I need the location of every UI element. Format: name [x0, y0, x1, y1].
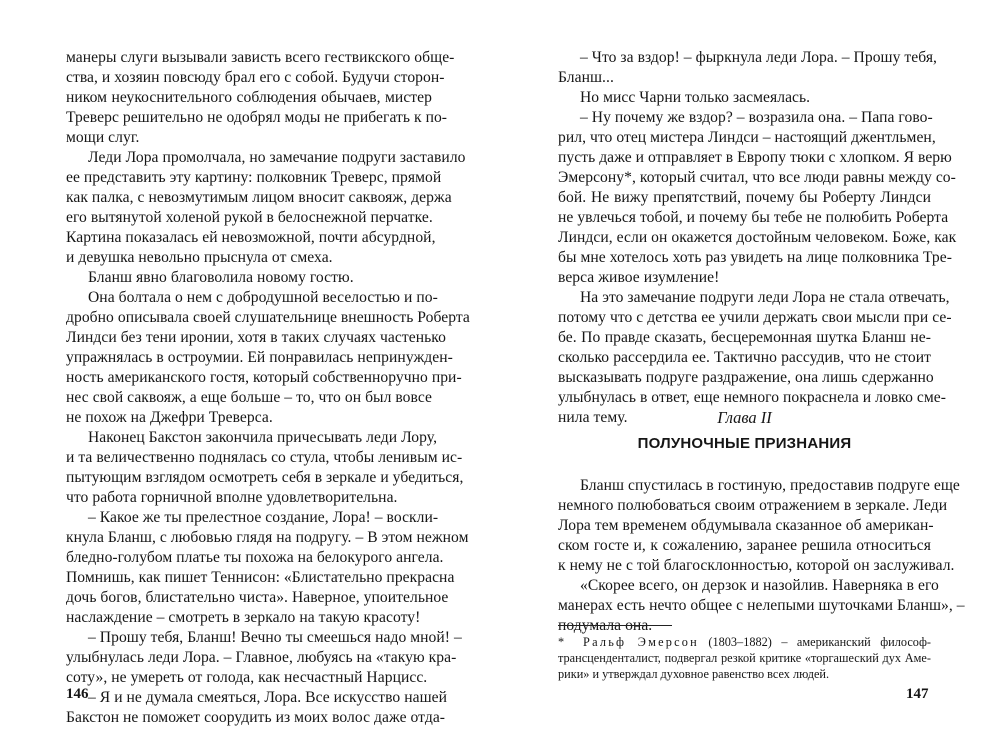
- text-line: рил, что отец мистера Линдси – настоящий джентльмен,: [558, 129, 936, 146]
- text-line: ства, и хозяин повсюду брал его с собой. Будучи сторон-: [66, 69, 445, 86]
- text-line: наслаждение – смотреть в зеркало на такую красоту!: [66, 609, 421, 626]
- text-line: бе. По правде сказать, бесцеремонная шутка Бланш не-: [558, 329, 931, 346]
- footnote-line: рики» и утверждал духовное равенство всех людей.: [558, 667, 830, 681]
- text-line: упражнялась в остроумии. Ей понравилась непринужден-: [66, 349, 453, 366]
- text-line: и девушка невольно прыснула от смеха.: [66, 249, 333, 266]
- text-line: На это замечание подруги леди Лора не стала отвечать,: [580, 289, 950, 306]
- text-line: не похож на Джефри Треверса.: [66, 409, 273, 426]
- page-number-left: 146: [66, 686, 89, 702]
- text-line: не увлечься тобой, и почему бы тебе не полюбить Роберта: [558, 209, 949, 226]
- text-line: бой. Не вижу препятствий, почему бы Роберту Линдси: [558, 189, 931, 206]
- chapter-title: ПОЛУНОЧНЫЕ ПРИЗНАНИЯ: [637, 435, 852, 452]
- text-line: – Какое же ты прелестное создание, Лора! – воскли-: [88, 509, 439, 526]
- text-line: улыбнулась леди Лора. – Главное, любуясь на «такую кра-: [66, 649, 457, 666]
- text-line: Наконец Бакстон закончила причесывать леди Лору,: [88, 429, 438, 446]
- text-line: ском госте и, к сожалению, заранее решила относиться: [558, 537, 931, 554]
- text-line: сколько рассердила ее. Тактично рассудив, что не стоит: [558, 349, 931, 366]
- text-line: Бакстон не поможет соорудить из моих волос даже отда-: [66, 709, 446, 726]
- text-line: бледно-голубом платье ты похожа на белокурого ангела.: [66, 549, 444, 566]
- text-line: – Прошу тебя, Бланш! Вечно ты смеешься надо мной! –: [88, 629, 462, 646]
- text-line: Бланш явно благоволила новому гостю.: [88, 269, 354, 286]
- text-line: соту», не умереть от голода, как несчастный Нарцисс.: [66, 669, 428, 686]
- text-line: немного полюбоваться своим отражением в зеркале. Леди: [558, 497, 948, 514]
- footnote-text: (1803–1882) – американский философ-: [708, 635, 932, 649]
- text-line: ником неукоснительного соблюдения обычаев, мистер: [66, 89, 432, 106]
- text-line: – Я и не думала смеяться, Лора. Все искусство нашей: [88, 689, 447, 706]
- text-line: «Скорее всего, он дерзок и назойлив. Наверняка в его: [580, 577, 939, 594]
- text-line: Помнишь, как пишет Теннисон: «Блистательно прекрасна: [66, 569, 455, 586]
- page-number-right: 147: [906, 686, 929, 702]
- text-line: Линдси без тени иронии, хотя в таких случаях частенько: [66, 329, 446, 346]
- text-line: бы мне хотелось хоть раз увидеть на лице полковника Тре-: [558, 249, 952, 266]
- text-line: ность американского гостя, который собственноручно при-: [66, 369, 462, 386]
- text-line: нес свой саквояж, а еще больше – то, что он был вовсе: [66, 389, 432, 406]
- text-line: высказывать подруге раздражение, она лишь сдержанно: [558, 369, 934, 386]
- text-line: кнула Бланш, с любовью глядя на подругу. – В этом нежном: [66, 529, 469, 546]
- text-line: Лора тем временем обдумывала сказанное об американ-: [558, 517, 934, 534]
- text-line: ее представить эту картину: полковник Треверс, прямой: [66, 169, 442, 186]
- footnote-line: [558, 634, 931, 650]
- text-line: и та величественно поднялась со стула, чтобы ленивым ис-: [66, 449, 463, 466]
- text-line: – Ну почему же вздор? – возразила она. – Папа гово-: [580, 109, 933, 126]
- text-line: к нему не с той благосклонностью, которой он заслуживал.: [558, 557, 955, 574]
- footnote-name: Ральф Эмерсон: [583, 635, 699, 649]
- text-line: мощи слуг.: [66, 129, 140, 146]
- text-line: дочь богов, блистательно чиста». Наверное, упоительное: [66, 589, 449, 606]
- text-line: Но мисс Чарни только засмеялась.: [580, 89, 811, 106]
- footnote-marker: *: [558, 635, 565, 649]
- text-line: дробно описывала своей слушательнице внешность Роберта: [66, 309, 470, 326]
- text-line: нила тему.: [558, 409, 628, 426]
- text-line: верса живое изумление!: [558, 269, 720, 286]
- text-line: манерах есть нечто общее с нелепыми шуточками Бланш», –: [558, 597, 965, 614]
- footnote-line: трансценденталист, подвергал резкой критике «торгашеский дух Аме-: [558, 651, 931, 665]
- text-line: Эмерсону*, который считал, что все люди равны между со-: [558, 169, 956, 186]
- footnote-divider: [558, 625, 672, 626]
- text-line: подумала она.: [558, 617, 653, 634]
- text-line: Бланш спустилась в гостиную, предоставив подруге еще: [580, 477, 960, 494]
- text-line: как палка, с невозмутимым лицом вносит саквояж, держа: [66, 189, 452, 206]
- text-line: Леди Лора промолчала, но замечание подруги заставило: [88, 149, 466, 166]
- text-line: его вытянутой холеной рукой в белоснежной перчатке.: [66, 209, 433, 226]
- text-line: Картина показалась ей невозможной, почти абсурдной,: [66, 229, 436, 246]
- text-line: Она болтала о нем с добродушной веселостью и по-: [88, 289, 438, 306]
- text-line: Линдси, если он окажется достойным человеком. Боже, как: [558, 229, 957, 246]
- text-line: пытующим взглядом осмотреть себя в зеркале и убедиться,: [66, 469, 464, 486]
- text-line: потому что с детства ее учили держать свои мысли при се-: [558, 309, 952, 326]
- text-line: пусть даже и отправляет в Европу тюки с хлопком. Я верю: [558, 149, 952, 166]
- chapter-number: Глава II: [717, 408, 772, 427]
- text-line: что работа горничной вполне удовлетворительна.: [66, 489, 398, 506]
- text-line: улыбнулась в ответ, еще немного покраснела и ловко сме-: [558, 389, 946, 406]
- text-line: манеры слуги вызывали зависть всего гествикского обще-: [66, 49, 455, 66]
- text-line: – Что за вздор! – фыркнула леди Лора. – Прошу тебя,: [580, 49, 938, 66]
- text-line: Треверс решительно не одобрял моды не прибегать к по-: [66, 109, 448, 126]
- text-line: Бланш...: [558, 69, 614, 86]
